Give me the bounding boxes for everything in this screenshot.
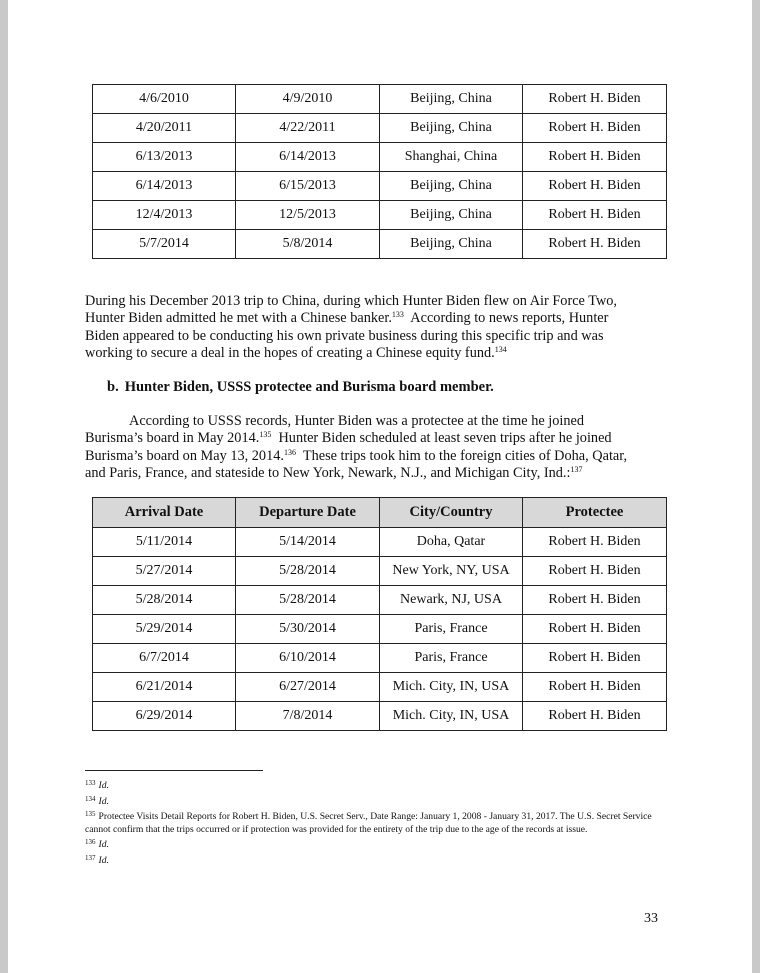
city-country-cell: Beijing, China [380,85,523,114]
footnote-text: Id. [98,780,109,791]
paragraph-line [85,430,660,447]
table-row [93,702,667,731]
paragraph-line: During his December 2013 trip to China, during which Hunter Biden flew on Air Force Two, [85,293,617,309]
protectee-cell: Robert H. Biden [523,615,667,644]
footnotes [85,777,660,868]
footnote-text: Id. [98,839,109,851]
city-country-cell: Shanghai, China [380,143,523,172]
arrival-date-cell: 4/20/2011 [93,114,236,143]
footnote-number: 137 [85,853,96,862]
paragraph-text: Hunter Biden admitted he met with a Chinese banker. [85,310,392,327]
protectee-cell: Robert H. Biden [523,85,667,114]
departure-date-cell: 5/28/2014 [236,586,380,615]
table-row [93,201,667,230]
footnote-ref-135[interactable]: 135 [259,430,272,440]
table-row [93,557,667,586]
column-header-departure-date: Departure Date [236,498,380,528]
paragraph-text: Burisma’s board in May 2014. [85,430,260,447]
protectee-cell: Robert H. Biden [523,557,667,586]
page-number: 33 [644,911,658,926]
paragraph-line: Biden appeared to be conducting his own private business during this specific trip and was [85,327,604,344]
arrival-date-cell: 6/14/2013 [93,172,236,201]
protectee-cell: Robert H. Biden [523,114,667,143]
table-row [93,143,667,172]
city-country-cell: Doha, Qatar [380,528,523,557]
table-row [93,528,667,557]
footnote-137 [85,852,660,868]
footnote-number: 135 [85,810,96,819]
city-country-cell: Mich. City, IN, USA [380,673,523,702]
paragraph-text: working to secure a deal in the hopes of creating a Chinese equity fund. [85,344,495,361]
city-country-cell: Paris, France [380,615,523,644]
city-country-cell: Mich. City, IN, USA [380,702,523,731]
protectee-cell: Robert H. Biden [523,528,667,557]
arrival-date-cell: 6/7/2014 [93,644,236,673]
city-country-cell: Beijing, China [380,172,523,201]
section-heading-text: Hunter Biden, USSS protectee and Burisma board member. [124,379,494,395]
trips-table-continued [92,84,667,259]
city-country-cell: Beijing, China [380,201,523,230]
table-row [93,230,667,259]
protectee-cell: Robert H. Biden [523,172,667,201]
protectee-cell: Robert H. Biden [523,702,667,731]
paragraph-text: Burisma’s board on May 13, 2014. [85,447,284,464]
footnote-number: 136 [85,838,96,847]
body-paragraph-china-trip [85,293,660,362]
footnote-text: Protectee Visits Detail Reports for Robert H. Biden, U.S. Secret Serv., Date Range: January 1, 2008 - January 31, 2017. The U.S. Secret Service cannot confirm that the trips occurred or if protection was provided for the entirety of the trip due to the age of the records at issue. [85,811,652,835]
departure-date-cell: 6/14/2013 [236,143,380,172]
footnote-text: Id. [98,854,109,866]
footnote-136 [85,836,660,852]
footnote-134 [85,793,660,809]
table-row [93,85,667,114]
arrival-date-cell: 6/29/2014 [93,702,236,731]
paragraph-text: According to news reports, Hunter [403,310,609,327]
table-row [93,615,667,644]
departure-date-cell: 5/14/2014 [236,528,380,557]
protectee-cell: Robert H. Biden [523,143,667,172]
departure-date-cell: 5/30/2014 [236,615,380,644]
paragraph-line [85,465,660,482]
departure-date-cell: 6/10/2014 [236,644,380,673]
arrival-date-cell: 5/11/2014 [93,528,236,557]
column-header-city-country: City/Country [380,498,523,528]
city-country-cell: New York, NY, USA [380,557,523,586]
section-heading [107,379,494,396]
arrival-date-cell: 5/28/2014 [93,586,236,615]
arrival-date-cell: 6/13/2013 [93,143,236,172]
arrival-date-cell: 5/7/2014 [93,230,236,259]
departure-date-cell: 5/28/2014 [236,557,380,586]
paragraph-text: and Paris, France, and stateside to New York, Newark, N.J., and Michigan City, Ind.: [85,464,571,481]
footnote-ref-137[interactable]: 137 [570,464,583,474]
paragraph-text: These trips took him to the foreign cities of Doha, Qatar, [295,447,628,464]
table-row [93,673,667,702]
footnote-ref-136[interactable]: 136 [283,447,296,457]
paragraph-line [85,345,660,362]
paragraph-line [85,448,660,465]
column-header-arrival-date: Arrival Date [93,498,236,528]
footnote-ref-134[interactable]: 134 [494,344,507,354]
protectee-cell: Robert H. Biden [523,230,667,259]
city-country-cell: Paris, France [380,644,523,673]
arrival-date-cell: 4/6/2010 [93,85,236,114]
paragraph-line [85,310,660,327]
departure-date-cell: 4/22/2011 [236,114,380,143]
city-country-cell: Beijing, China [380,114,523,143]
protectee-cell: Robert H. Biden [523,644,667,673]
city-country-cell: Beijing, China [380,230,523,259]
departure-date-cell: 12/5/2013 [236,201,380,230]
protectee-cell: Robert H. Biden [523,673,667,702]
footnote-separator [85,770,263,771]
section-heading-label: b. [107,379,119,395]
table-header-row [93,498,667,528]
table-row [93,114,667,143]
paragraph-text: Hunter Biden scheduled at least seven trips after he joined [271,430,612,447]
footnote-ref-133[interactable]: 133 [391,310,404,320]
body-paragraph-burisma [85,413,660,482]
protectee-cell: Robert H. Biden [523,586,667,615]
city-country-cell: Newark, NJ, USA [380,586,523,615]
arrival-date-cell: 5/27/2014 [93,557,236,586]
table-row [93,172,667,201]
protectee-cell: Robert H. Biden [523,201,667,230]
trips-table [92,497,667,731]
footnote-number: 133 [85,779,96,787]
footnote-text: Id. [98,795,109,807]
table-row [93,644,667,673]
column-header-protectee: Protectee [523,498,667,528]
footnote-133 [85,777,660,793]
departure-date-cell: 6/27/2014 [236,673,380,702]
departure-date-cell: 5/8/2014 [236,230,380,259]
departure-date-cell: 6/15/2013 [236,172,380,201]
footnote-135 [85,808,660,836]
departure-date-cell: 4/9/2010 [236,85,380,114]
arrival-date-cell: 6/21/2014 [93,673,236,702]
footnote-number: 134 [85,794,96,803]
arrival-date-cell: 12/4/2013 [93,201,236,230]
departure-date-cell: 7/8/2014 [236,702,380,731]
paragraph-line: According to USSS records, Hunter Biden was a protectee at the time he joined [129,413,584,429]
table-row [93,586,667,615]
arrival-date-cell: 5/29/2014 [93,615,236,644]
